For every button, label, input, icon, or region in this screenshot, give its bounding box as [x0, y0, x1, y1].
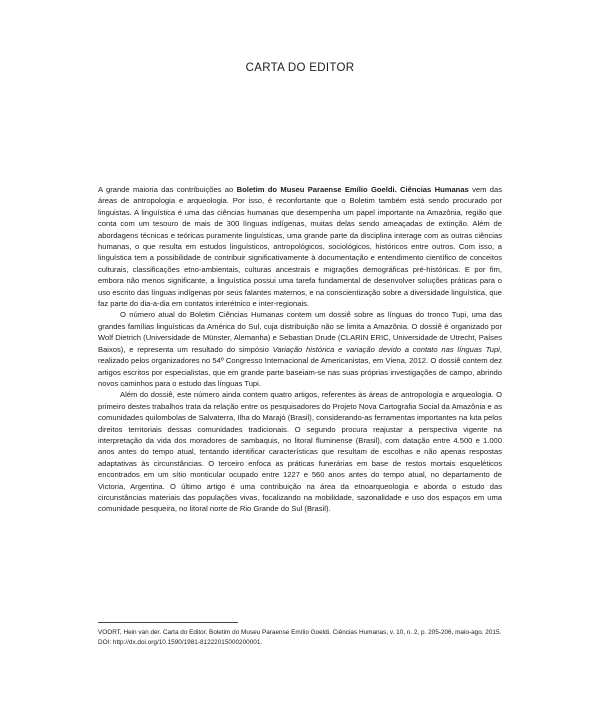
- citation-line: VOORT, Hein van der. Carta do Editor. Boletim do Museu Paraense Emílio Goeldi. Ciências Humanas, v. 10, n. 2, p. 205-206, maio-ago. 2015.: [98, 629, 502, 636]
- page-title: CARTA DO EDITOR: [245, 62, 355, 74]
- paragraph-1-rest: vem das áreas de antropologia e arqueologia. Por isso, é reconfortante que o Boletim também está sendo procurado por linguistas. A linguística é uma das ciências humanas que desempenha um papel importante na Amazônia, região que conta com um tesouro de mais de 300 línguas indígenas, muitas delas sendo ameaçadas de extinção. Além de abordagens técnicas e teóricas puramente linguísticas, uma grande parte da disciplina interage com as outras ciências humanas, o que resulta em estudos linguísticos, antropológicos, sociológicos, históricos entre outros. Com isso, a linguística tem a possibilidade de contribuir significativamente à documentação e entendimento científico de conceitos culturais, classificações etno-ambientais, culturas ancestrais e migrações demográficas pré-históricas. E por fim, embora não menos significante, a linguística possui uma tarefa fundamental de desenvolver soluções práticas para o uso escrito das línguas indígenas por seus falantes maternos, e na conscientização sobre a diversidade linguística, que faz parte do dia-a-dia em contatos interétnico e inter-regionais.: [98, 185, 503, 309]
- paragraph-1: [98, 184, 502, 309]
- article-body: [98, 184, 502, 515]
- footnote-divider: [98, 622, 238, 623]
- footnote: [98, 628, 502, 648]
- symposium-title: Variação histórica e variação devido a contato nas línguas Tupi: [272, 344, 500, 354]
- paragraph-3: Além do dossiê, este número ainda contem quatro artigos, referentes às áreas de antropologia e arqueologia. O primeiro destes trabalhos trata da relação entre os pesquisadores do Projeto Nova Cartografia Social da Amazônia e as comunidades quilombolas de Salvaterra, Ilha do Marajó (Brasil), considerando-as ferramentas importantes na luta pelos direitos territoriais dessas comunidades tradicionais. O segundo procura reajustar a perspectiva vigente na interpretação da vida dos moradores de sambaquis, no litoral fluminense (Brasil), com datação entre 4.500 e 1.000 anos antes do tempo atual, tentando identificar características que resultam de escolhas e não apenas respostas adaptativas às circunstâncias. O terceiro enfoca as práticas funerárias em base de restos mortais esqueléticos encontrados em um sítio monticular ocupado entre 1227 e 560 anos antes do tempo atual, no departamento de Victoria, Argentina. O último artigo é uma contribuição na área da etnoarqueologia e aborda o estudo das circunstâncias materiais das populações vivas, focalizando na mobilidade, sazonalidade e uso dos espaços em uma comunidade pesqueira, no litoral norte de Rio Grande do Sul (Brasil).: [98, 390, 502, 514]
- paragraph-2: [98, 309, 502, 389]
- paragraph-2-intro: O número atual do Boletim Ciências Humanas contem um dossiê sobre as línguas do tronco Tupi, uma das grandes famílias linguísticas da América do Sul, cuja distribuição não se limita a Amazônia. O dossiê é organizado por Wolf Dietrich (Universidade de Münster, Alemanha) e Sebastian Drude (CLARIN ERIC, Universidade de Utrecht, Países Baixos), e representa um resultado do simpósio: [98, 310, 502, 354]
- journal-name: Boletim do Museu Paraense Emílio Goeldi. Ciências Humanas: [236, 185, 469, 194]
- doi-line: DOI: http://dx.doi.org/10.1590/1981-81222015000200001.: [98, 639, 263, 646]
- paragraph-2-rest: , realizado pelos organizadores no 54º Congresso Internacional de Americanistas, em Viena, 2012. O dossiê contem dez artigos escritos por especialistas, que em grande parte baseiam-se nas suas próprias investigações de campo, abrindo novos caminhos para o estudo das línguas Tupi.: [98, 344, 502, 388]
- paragraph-1-intro: A grande maioria das contribuições ao: [98, 185, 237, 194]
